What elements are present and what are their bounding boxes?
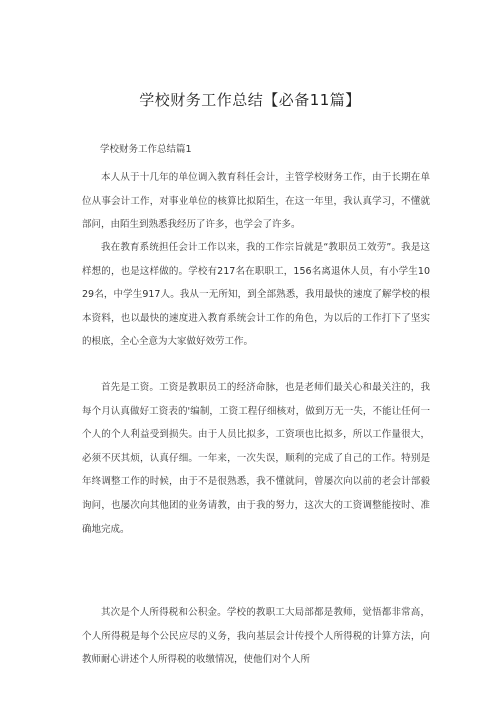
paragraph-1: 本人从于十几年的单位调入教育科任会计，主管学校财务工作，由于长期在单位从事会计工作，对事业单位的核算比拟陌生，在这一年里，我认真学习，不懂就部问，由陌生到熟悉我经历了许多，也学会了许多。 [82,172,430,231]
section-heading: 学校财务工作总结篇1 [100,144,192,155]
paragraph-4: 其次是个人所得税和公积金。学校的教职工大局部都是教师，觉悟都非常高，个人所得税是每个公民应尽的义务，我向基层会计传授个人所得税的计算方法，向教师耐心讲述个人所得税的收缴情况，使他们对个人所 [82,607,430,666]
paragraph-2: 我在教育系统担任会计工作以来，我的工作宗旨就是“教职员工效劳”。我是这样想的，也是这样做的。学校有217名在职职工，156名离退休人员，有小学生1029名，中学生917人。我从一无所知，到全部熟悉，我用最快的速度了解学校的根本资料，也以最快的速度进入教育系统会计工作的角色，为以后的工作打下了坚实的根底，全心全意为大家做好效劳工作。 [82,242,430,348]
document-title: 学校财务工作总结【必备11篇】 [139,91,361,109]
paragraph-3: 首先是工资。工资是教职员工的经济命脉，也是老师们最关心和最关注的，我每个月认真做好工资表的'编制，工资工程仔细核对，做到万无一失，不能让任何一个人的个人利益受到损失。由于人员比拟多，工资项也比拟多，所以工作量很大，必须不厌其烦，认真仔细。一年来，一次失误，顺利的完成了自己的工作。特别是年终调整工作的时候，由于不是很熟悉，我不懂就问，曾屡次向以前的老会计部毅询问，也屡次向其他团的业务请教，由于我的努力，这次大的工资调整能按时、准确地完成。 [82,382,430,535]
